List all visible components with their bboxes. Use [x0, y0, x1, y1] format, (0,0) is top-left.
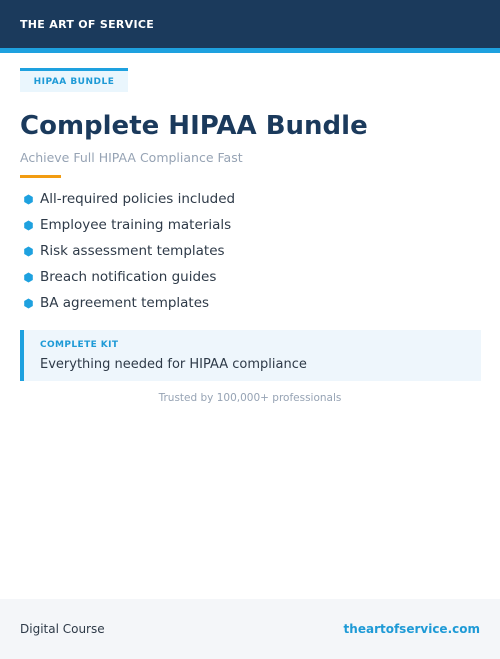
header-bar: [0, 0, 500, 48]
feature-item: [20, 186, 235, 212]
dot-icon: [23, 220, 34, 231]
feature-label: All-required policies included: [40, 191, 236, 207]
footer-website-link[interactable]: theartofservice.com: [343, 622, 480, 636]
feature-item: [20, 290, 235, 316]
feature-list: [20, 186, 235, 316]
dot-icon: [23, 246, 34, 257]
feature-item: [20, 212, 235, 238]
callout-label: COMPLETE KIT: [40, 340, 119, 350]
feature-label: Risk assessment templates: [40, 243, 225, 259]
callout-description: Everything needed for HIPAA compliance: [40, 357, 307, 372]
feature-label: Breach notification guides: [40, 269, 217, 285]
page-title: Complete HIPAA Bundle: [20, 111, 368, 141]
category-tag: [20, 68, 128, 92]
title-accent-rule: [20, 175, 61, 178]
page-subtitle: Achieve Full HIPAA Compliance Fast: [20, 150, 243, 165]
feature-item: [20, 238, 235, 264]
feature-label: BA agreement templates: [40, 295, 210, 311]
header-accent-rule: [0, 48, 500, 53]
category-tag-label: HIPAA BUNDLE: [33, 76, 115, 87]
complete-kit-callout: [20, 330, 481, 381]
trust-text: Trusted by 100,000+ professionals: [158, 392, 342, 404]
brand-title: THE ART OF SERVICE: [20, 17, 155, 31]
dot-icon: [23, 298, 34, 309]
feature-label: Employee training materials: [40, 217, 232, 233]
dot-icon: [23, 272, 34, 283]
footer-bar: [0, 599, 500, 659]
feature-item: [20, 264, 235, 290]
dot-icon: [23, 194, 34, 205]
footer-course-type: Digital Course: [20, 622, 105, 636]
